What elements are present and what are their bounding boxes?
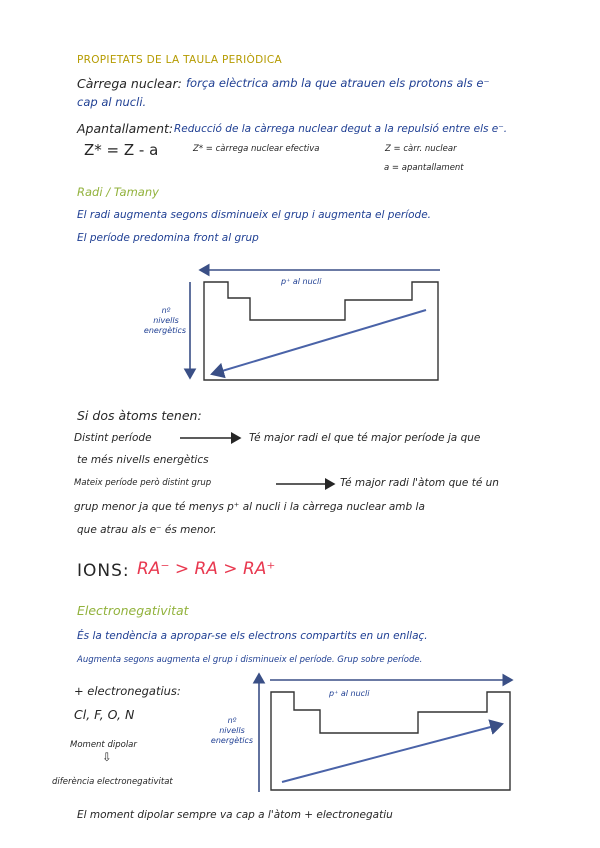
electro-diferencia: diferència electronegativitat xyxy=(52,777,173,787)
electro-heading: Electronegativitat xyxy=(77,603,189,618)
ions-label: IONS: xyxy=(77,561,130,581)
electro-moment: Moment dipolar xyxy=(70,740,137,750)
case-1-text-2: te més nivells energètics xyxy=(77,454,209,466)
apantallament-text: Reducció de la càrrega nuclear degut a la repulsió entre els e⁻. xyxy=(174,123,508,135)
diagram1-side-label-3: energètics xyxy=(143,326,187,335)
diagram2-side-label-3: energètics xyxy=(210,736,254,745)
electro-plus-label: + electronegatius: xyxy=(74,684,181,698)
radi-line-1: El radi augmenta segons disminueix el grup i augmenta el període. xyxy=(77,209,432,221)
apantallament-label: Apantallament: xyxy=(77,121,174,136)
carrega-text-2: cap al nucli. xyxy=(77,95,147,109)
electro-line-1: És la tendència a apropar-se els electrons compartits en un enllaç. xyxy=(77,630,428,642)
case-1-label: Distint període xyxy=(74,432,152,444)
carrega-text: força elèctrica amb la que atrauen els protons als e⁻ xyxy=(186,76,490,90)
diagram1-side-label-2: nivells xyxy=(153,316,179,325)
diagram2-side-label-2: nivells xyxy=(219,726,245,735)
atoms-intro: Si dos àtoms tenen: xyxy=(77,408,202,423)
diagram1-side-label-1: nº xyxy=(161,306,171,315)
page-title: PROPIETATS DE LA TAULA PERIÒDICA xyxy=(77,54,283,66)
case-2-text: Té major radi l'àtom que té un xyxy=(340,477,499,489)
case-1-text: Té major radi el que té major període ja que xyxy=(249,432,481,444)
formula-equation: Z* = Z - a xyxy=(84,141,159,159)
electro-line-2: Augmenta segons augmenta el grup i disminueix el període. Grup sobre període. xyxy=(77,655,423,665)
case-2-text-3: que atrau als e⁻ és menor. xyxy=(77,524,217,536)
formula-def-z: Z = càrr. nuclear xyxy=(385,144,457,154)
diagram2-top-label: p⁺ al nucli xyxy=(329,689,370,698)
carrega-label: Càrrega nuclear: xyxy=(77,76,182,91)
ions-formula: RA⁻ > RA > RA⁺ xyxy=(137,559,276,579)
case-2-text-2: grup menor ja que té menys p⁺ al nucli i la càrrega nuclear amb la xyxy=(74,501,425,513)
case-2-label: Mateix període però distint grup xyxy=(74,478,212,488)
electro-down-arrow: ⇩ xyxy=(102,750,112,764)
diagram1-top-label: p⁺ al nucli xyxy=(281,277,322,286)
formula-def-zstar: Z* = càrrega nuclear efectiva xyxy=(193,144,320,154)
radi-line-2: El període predomina front al grup xyxy=(77,232,259,244)
diagram2-side-label-1: nº xyxy=(227,716,237,725)
formula-def-a: a = apantallament xyxy=(384,163,464,173)
radi-heading: Radi / Tamany xyxy=(77,185,159,199)
electro-final: El moment dipolar sempre va cap a l'àtom + electronegatiu xyxy=(77,809,393,821)
electro-elements: Cl, F, O, N xyxy=(74,707,135,722)
